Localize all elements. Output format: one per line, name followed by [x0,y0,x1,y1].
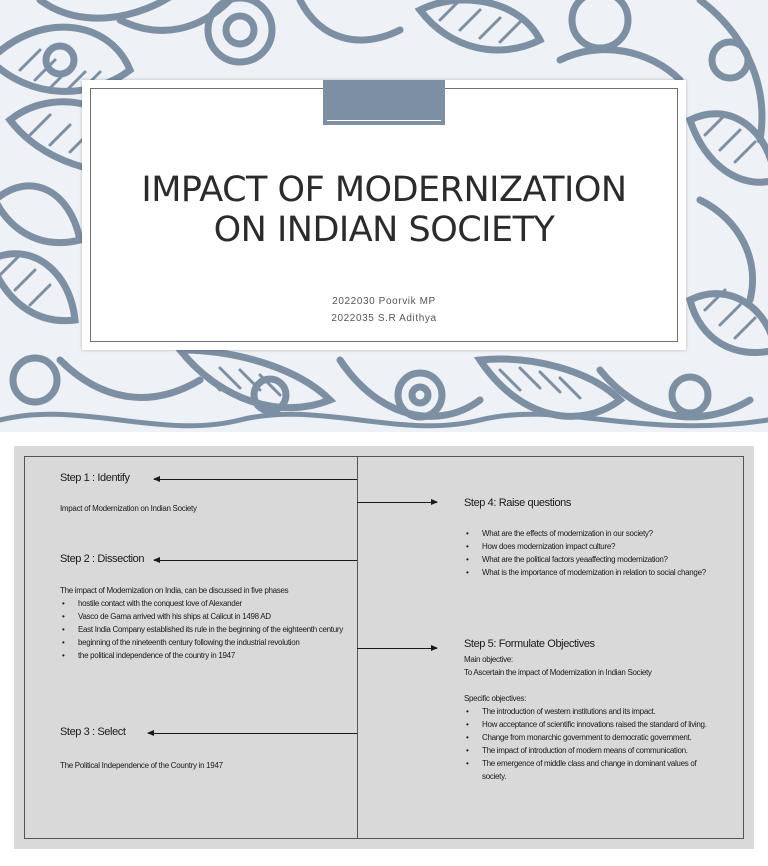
list-item: • beginning of the nineteenth century following the industrial revolution [60,636,356,649]
step5-list [464,705,719,783]
title-slide [0,0,768,432]
list-item: • hostile contact with the conquest love of Alexander [60,597,356,610]
step2-title: Step 2 : Dissection [60,553,145,565]
step2-body [60,584,356,662]
step5-arrow [357,648,437,649]
list-item: • How acceptance of scientific innovations raised the standard of living. [464,718,719,731]
list-item: • The introduction of western institutions and its impact. [464,705,719,718]
main-objective-label: Main objective: [464,655,513,664]
main-objective-text: To Ascertain the impact of Modernization in Indian Society [464,668,652,677]
list-item: • What are the political factors yeaaffecting modernization? [464,553,746,566]
accent-tab [323,80,445,125]
step4-list-wrap [464,527,746,579]
author-2: 2022035 S.R Adithya [331,313,437,324]
step1-text: Impact of Modernization on Indian Society [60,504,197,513]
step1-title: Step 1 : Identify [60,472,130,484]
step3-arrow [148,733,357,734]
presentation-title [82,170,686,250]
list-item: • the political independence of the country in 1947 [60,649,356,662]
list-item: • What are the effects of modernization in our society? [464,527,746,540]
step5-body [464,653,719,783]
step3-text: The Political Independence of the Country in 1947 [60,761,223,770]
step4-arrow [357,502,437,503]
research-steps-slide [14,446,754,849]
title-line-1: IMPACT OF MODERNIZATION [141,170,627,210]
list-item: • Change from monarchic government to democratic government. [464,731,719,744]
list-item: • What is the importance of modernization in relation to social change? [464,566,746,579]
step1-arrow [154,479,357,480]
author-list [82,293,686,327]
title-card [82,80,686,350]
author-1: 2022030 Poorvik MP [332,296,436,307]
step3-title: Step 3 : Select [60,726,126,738]
step2-list [60,597,356,662]
step4-list [464,527,746,579]
step2-intro: The impact of Modernization on India, can be discussed in five phases [60,586,289,595]
step2-arrow [154,560,357,561]
specific-objectives-label: Specific objectives: [464,694,527,703]
step4-title: Step 4: Raise questions [464,497,571,509]
list-item: • East India Company established its rule in the beginning of the eighteenth century [60,623,356,636]
title-line-2: ON INDIAN SOCIETY [213,210,555,250]
list-item: • The impact of introduction of modern means of communication. [464,744,719,757]
list-item: • How does modernization impact culture? [464,540,746,553]
list-item: • Vasco de Gama arrived with his ships at Calicut in 1498 AD [60,610,356,623]
step5-title: Step 5: Formulate Objectives [464,638,595,650]
list-item: • The emergence of middle class and change in dominant values of society. [464,757,719,783]
